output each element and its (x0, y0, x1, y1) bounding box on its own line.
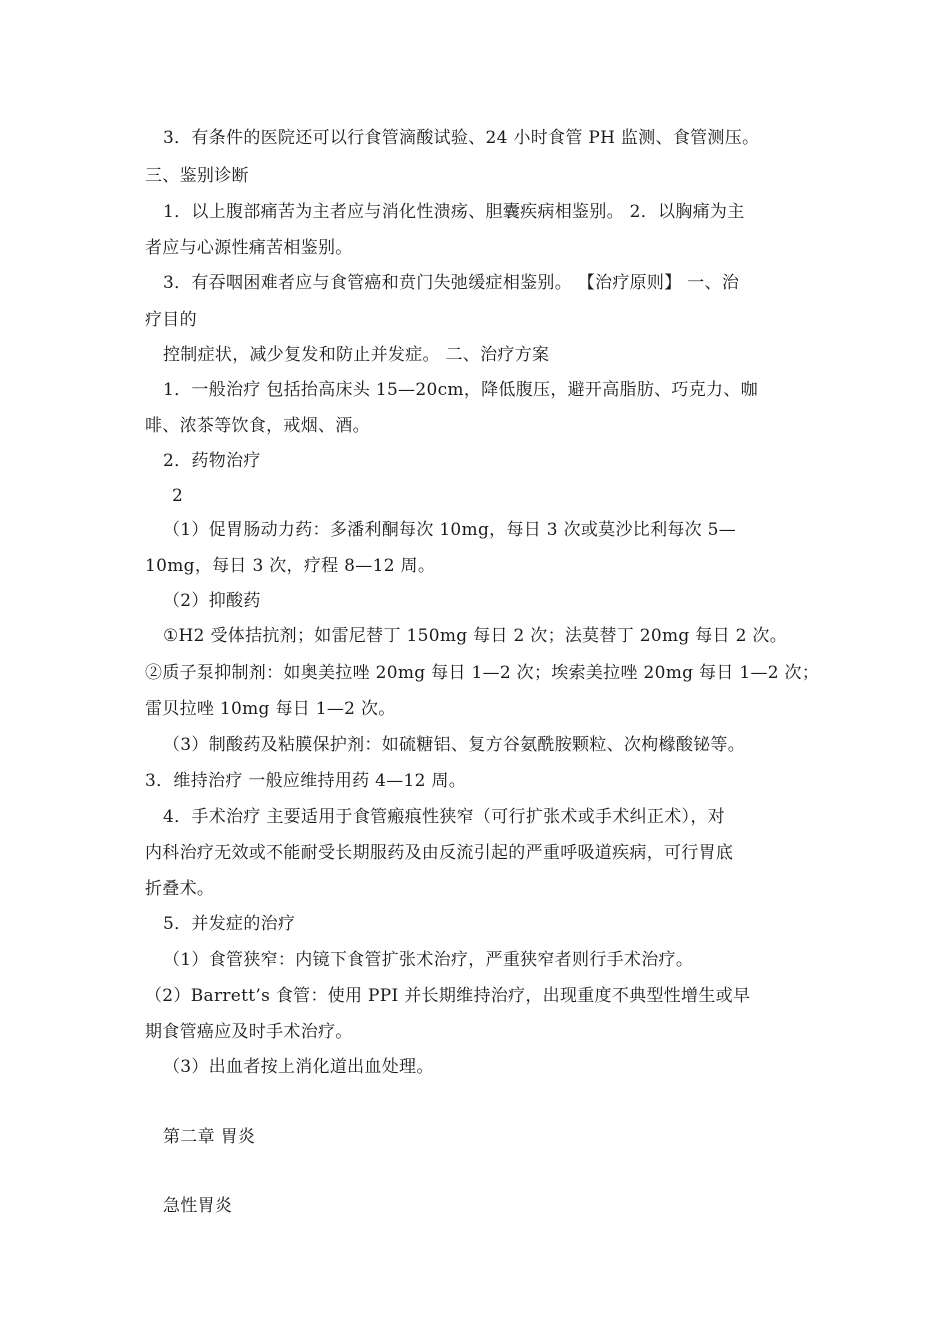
text-line: （3）出血者按上消化道出血处理。 (163, 1057, 434, 1077)
text-line: 4．手术治疗 主要适用于食管瘢痕性狭窄（可行扩张术或手术纠正术），对 (163, 807, 725, 827)
text-line: 3．有条件的医院还可以行食管滴酸试验、24 小时食管 PH 监测、食管测压。 (163, 128, 760, 148)
text-line: 1．以上腹部痛苦为主者应与消化性溃疡、胆囊疾病相鉴别。 2．以胸痛为主 (163, 202, 745, 222)
text-line: 2 (172, 486, 184, 506)
text-line: （2）抑酸药 (163, 591, 261, 611)
text-line: （2）Barrett’s 食管：使用 PPI 并长期维持治疗，出现重度不典型性增生或早 (145, 986, 751, 1006)
text-line: 期食管癌应及时手术治疗。 (145, 1022, 353, 1042)
section-heading: 三、鉴别诊断 (145, 166, 249, 186)
text-line: （1）促胃肠动力药：多潘利酮每次 10mg，每日 3 次或莫沙比利每次 5— (163, 520, 737, 540)
text-line: 1．一般治疗 包括抬高床头 15—20cm，降低腹压，避开高脂肪、巧克力、咖 (163, 380, 758, 400)
text-line: 5．并发症的治疗 (163, 914, 296, 934)
text-line: （3）制酸药及粘膜保护剂：如硫糖铝、复方谷氨酰胺颗粒、次枸橼酸铋等。 (163, 735, 746, 755)
text-line: 啡、浓茶等饮食，戒烟、酒。 (145, 416, 370, 436)
text-line: 雷贝拉唑 10mg 每日 1—2 次。 (145, 699, 396, 719)
section-heading: 急性胃炎 (163, 1196, 233, 1216)
text-line: 疗目的 (145, 310, 197, 330)
text-line: 者应与心源性痛苦相鉴别。 (145, 238, 353, 258)
text-line: 10mg，每日 3 次，疗程 8—12 周。 (145, 556, 436, 576)
text-line: 折叠术。 (145, 879, 215, 899)
text-line: 内科治疗无效或不能耐受长期服药及由反流引起的严重呼吸道疾病，可行胃底 (145, 843, 734, 863)
text-line: （1）食管狭窄：内镜下食管扩张术治疗，严重狭窄者则行手术治疗。 (163, 950, 694, 970)
chapter-heading: 第二章 胃炎 (163, 1127, 256, 1147)
text-line: 3．维持治疗 一般应维持用药 4—12 周。 (145, 771, 467, 791)
text-line: 控制症状，减少复发和防止并发症。 二、治疗方案 (163, 345, 550, 365)
text-line: 3．有吞咽困难者应与食管癌和贲门失弛缓症相鉴别。 【治疗原则】 一、治 (163, 273, 740, 293)
text-line: 2．药物治疗 (163, 451, 261, 471)
text-line: ②质子泵抑制剂：如奥美拉唑 20mg 每日 1—2 次；埃索美拉唑 20mg 每日 1—2 次； (145, 663, 820, 683)
text-line: ①H2 受体拮抗剂；如雷尼替丁 150mg 每日 2 次；法莫替丁 20mg 每日 2 次。 (163, 626, 788, 646)
